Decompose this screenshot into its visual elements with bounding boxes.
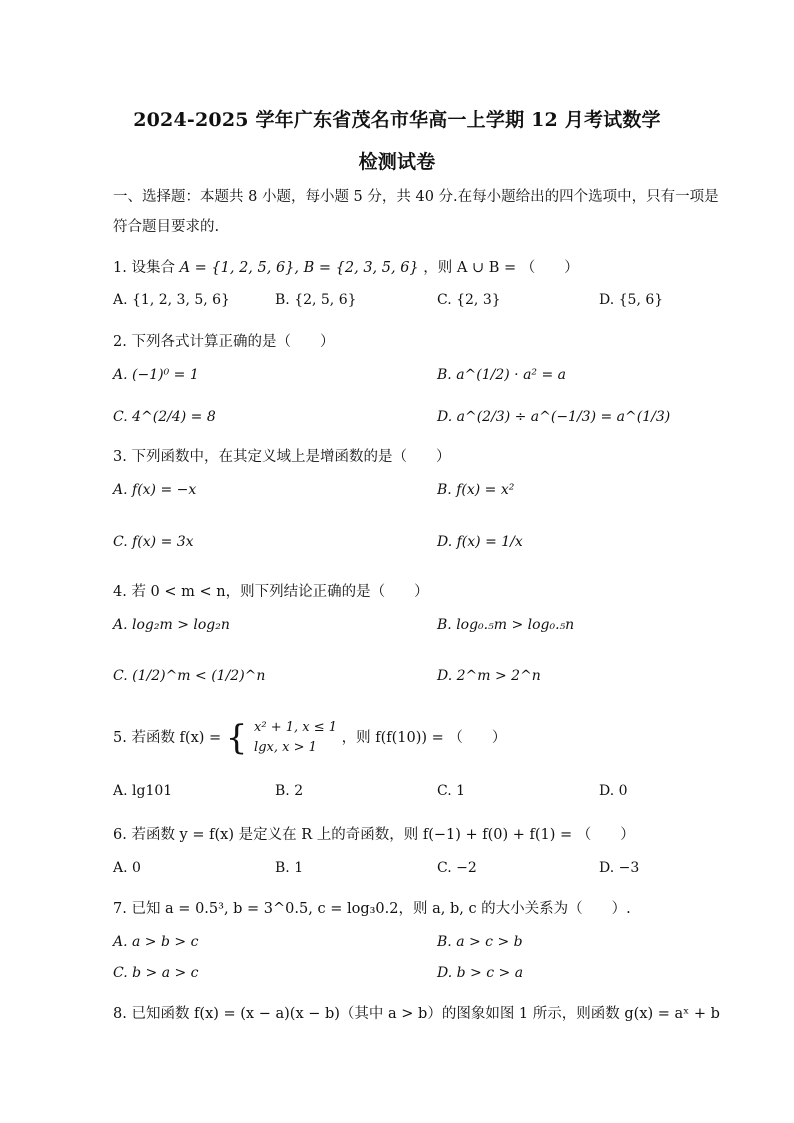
q1-option-d: D. {5, 6} [599, 292, 664, 308]
q7-option-c: C. b > a > c [113, 965, 199, 981]
q1-stem-label: 1. 设集合 [113, 260, 175, 276]
q5-option-b: B. 2 [275, 783, 304, 799]
q7-option-d: D. b > c > a [437, 965, 524, 981]
q3-option-a: A. f(x) = −x [113, 482, 197, 498]
q1-option-a: A. {1, 2, 3, 5, 6} [113, 292, 230, 308]
question-1-stem [113, 256, 579, 277]
q2-option-b: B. a^(1/2) · a² = a [437, 367, 567, 383]
q6-option-d: D. −3 [599, 860, 640, 876]
q5-stem-pre: 5. 若函数 f(x) = [113, 730, 222, 746]
question-8-stem: 8. 已知函数 f(x) = (x − a)(x − b)（其中 a > b）的图象如图 1 所示，则函数 g(x) = aˣ + b [113, 1006, 720, 1022]
question-7-stem: 7. 已知 a = 0.5³, b = 3^0.5, c = log₃0.2，则 a, b, c 的大小关系为（ ）. [113, 901, 631, 917]
q2-option-d: D. a^(2/3) ÷ a^(−1/3) = a^(1/3) [437, 409, 671, 425]
q5-option-a: A. lg101 [113, 783, 173, 799]
q5-piece-2: lgx, x > 1 [254, 740, 317, 755]
q5-stem-post: ，则 f(f(10)) = （ ） [341, 730, 507, 746]
q6-option-c: C. −2 [437, 860, 477, 876]
q1-stem-tail: ，则 A ∪ B = （ ） [423, 260, 579, 276]
q4-option-c: C. (1/2)^m < (1/2)^n [113, 668, 266, 684]
q6-option-b: B. 1 [275, 860, 304, 876]
q4-option-a: A. log₂m > log₂n [113, 617, 230, 633]
question-4-stem: 4. 若 0 < m < n，则下列结论正确的是（ ） [113, 584, 429, 600]
q2-option-c: C. 4^(2/4) = 8 [113, 409, 216, 425]
question-2-stem: 2. 下列各式计算正确的是（ ） [113, 334, 335, 350]
exam-title-line2: 检测试卷 [358, 151, 436, 173]
q7-option-a: A. a > b > c [113, 934, 199, 950]
q3-option-c: C. f(x) = 3x [113, 534, 194, 550]
q1-option-c: C. {2, 3} [437, 292, 501, 308]
q5-piece-1: x² + 1, x ≤ 1 [254, 720, 338, 735]
q7-option-b: B. a > c > b [437, 934, 523, 950]
q5-piecewise [252, 718, 337, 758]
question-5-stem [113, 718, 506, 758]
question-3-stem: 3. 下列函数中，在其定义域上是增函数的是（ ） [113, 449, 451, 465]
q1-option-b: B. {2, 5, 6} [275, 292, 357, 308]
q3-option-d: D. f(x) = 1/x [437, 534, 523, 550]
question-6-stem: 6. 若函数 y = f(x) 是定义在 R 上的奇函数，则 f(−1) + f(0) + f(1) = （ ） [113, 827, 635, 843]
q3-option-b: B. f(x) = x² [437, 482, 515, 498]
q5-left-brace: { [225, 718, 248, 758]
q6-option-a: A. 0 [113, 860, 141, 876]
q4-option-b: B. log₀.₅m > log₀.₅n [437, 617, 575, 633]
q4-option-d: D. 2^m > 2^n [437, 668, 541, 684]
section-instructions-line2: 符合题目要求的. [113, 219, 220, 235]
q5-option-d: D. 0 [599, 783, 628, 799]
q5-option-c: C. 1 [437, 783, 466, 799]
q1-set-expr: A = {1, 2, 5, 6}, B = {2, 3, 5, 6} [179, 260, 419, 276]
exam-title-line1: 2024-2025 学年广东省茂名市华高一上学期 12 月考试数学 [133, 109, 661, 131]
q2-option-a: A. (−1)⁰ = 1 [113, 367, 199, 383]
section-instructions-line1: 一、选择题：本题共 8 小题，每小题 5 分，共 40 分.在每小题给出的四个选项中，只有一项是 [113, 189, 719, 205]
